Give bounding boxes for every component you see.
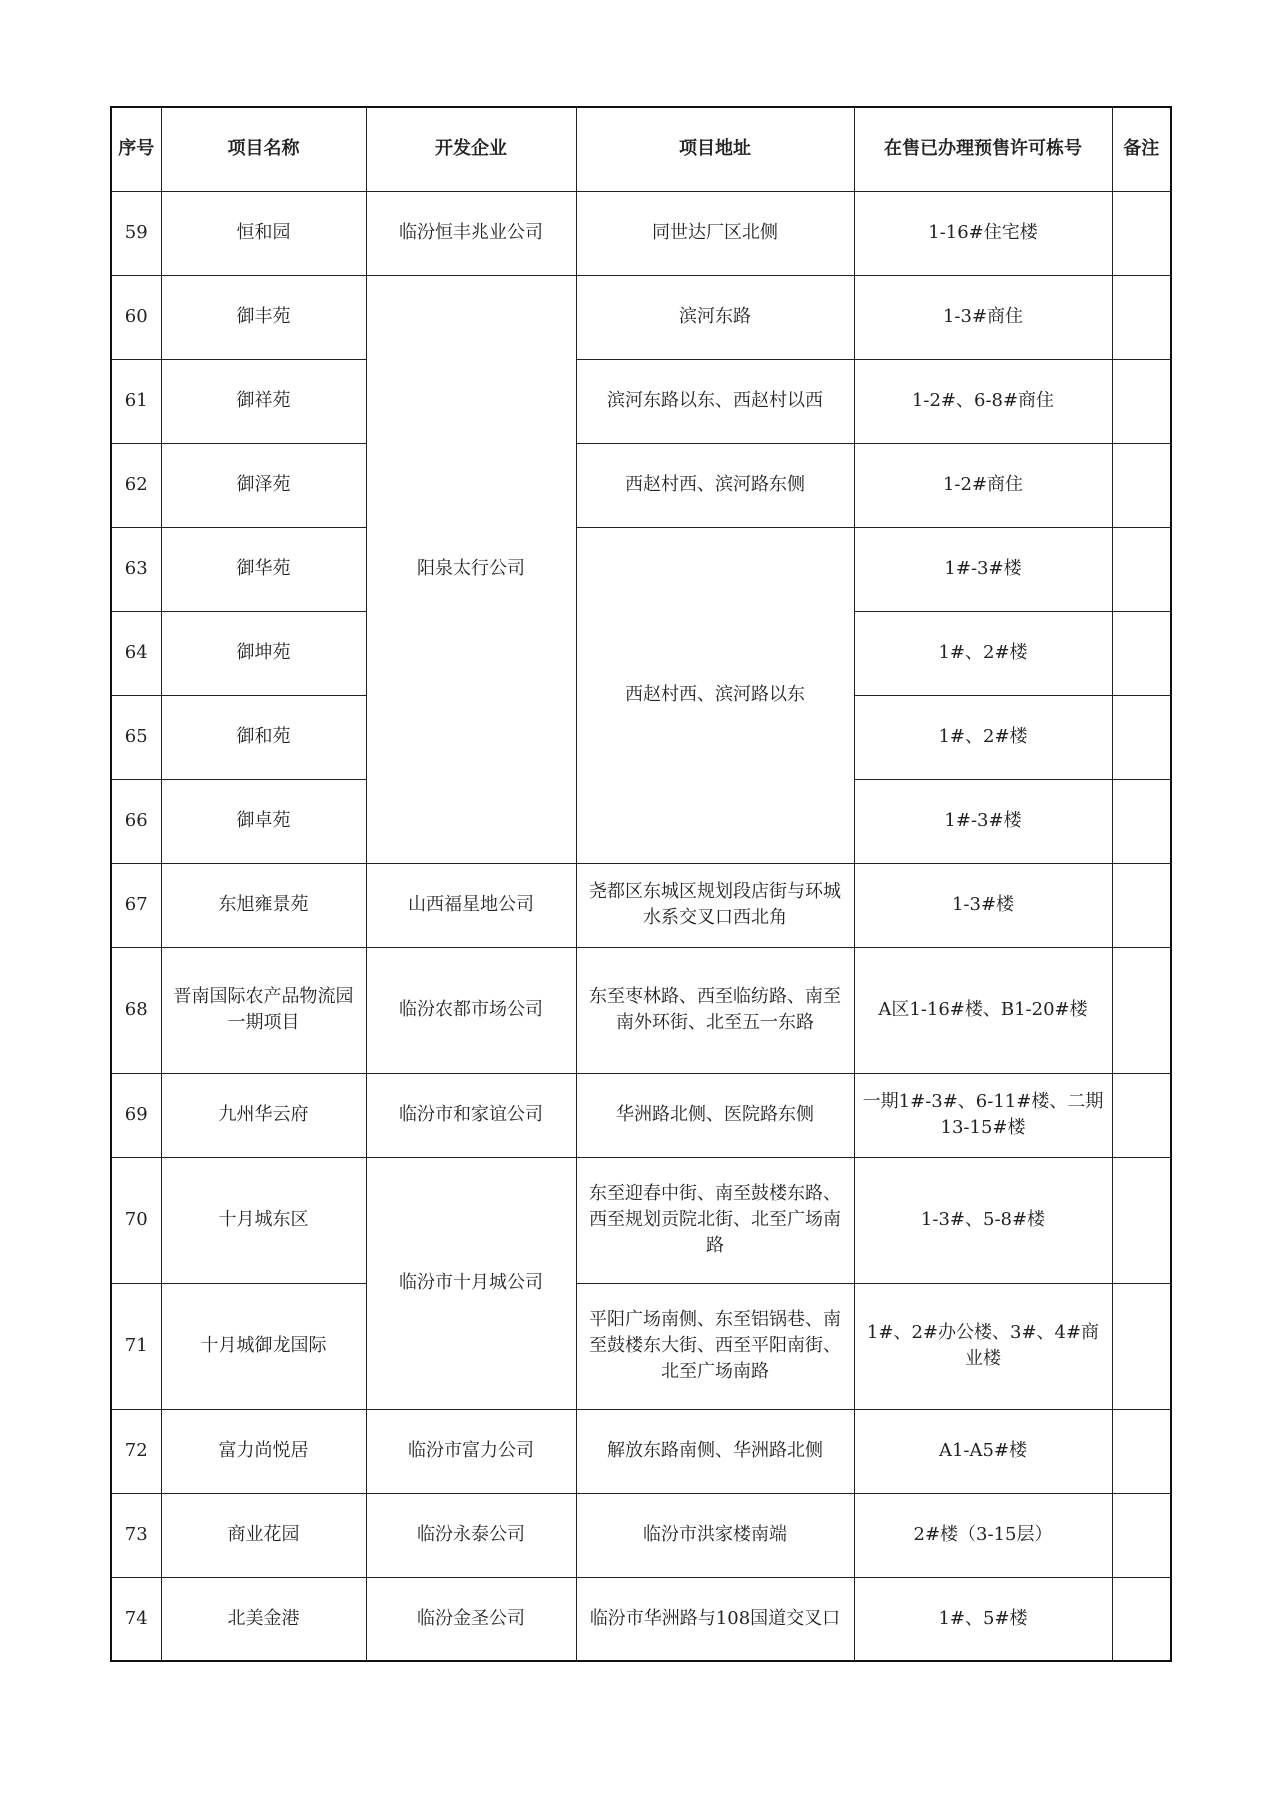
cell-name: 御祥苑	[161, 359, 366, 443]
cell-name: 御坤苑	[161, 611, 366, 695]
cell-no: 60	[111, 275, 161, 359]
cell-remark	[1112, 1409, 1171, 1493]
cell-no: 59	[111, 191, 161, 275]
table-row	[111, 1073, 1171, 1157]
cell-developer: 临汾恒丰兆业公司	[366, 191, 576, 275]
cell-remark	[1112, 1283, 1171, 1409]
table-row	[111, 1577, 1171, 1661]
cell-no: 68	[111, 947, 161, 1073]
header-project-name: 项目名称	[161, 107, 366, 191]
cell-remark	[1112, 863, 1171, 947]
cell-name: 东旭雍景苑	[161, 863, 366, 947]
cell-remark	[1112, 275, 1171, 359]
cell-name: 十月城御龙国际	[161, 1283, 366, 1409]
cell-name: 十月城东区	[161, 1157, 366, 1283]
table-row	[111, 1283, 1171, 1409]
header-buildings: 在售已办理预售许可栋号	[854, 107, 1112, 191]
cell-remark	[1112, 947, 1171, 1073]
header-remark: 备注	[1112, 107, 1171, 191]
cell-no: 73	[111, 1493, 161, 1577]
cell-developer: 临汾永泰公司	[366, 1493, 576, 1577]
cell-buildings: 1#、2#楼	[854, 695, 1112, 779]
cell-buildings: 一期1#-3#、6-11#楼、二期13-15#楼	[854, 1073, 1112, 1157]
cell-remark	[1112, 191, 1171, 275]
cell-no: 65	[111, 695, 161, 779]
cell-buildings: 1-3#、5-8#楼	[854, 1157, 1112, 1283]
cell-buildings: 2#楼（3-15层）	[854, 1493, 1112, 1577]
cell-buildings: 1-2#、6-8#商住	[854, 359, 1112, 443]
cell-developer: 阳泉太行公司	[366, 275, 576, 863]
header-address: 项目地址	[576, 107, 854, 191]
cell-remark	[1112, 1157, 1171, 1283]
cell-address: 西赵村西、滨河路东侧	[576, 443, 854, 527]
cell-buildings: 1#-3#楼	[854, 779, 1112, 863]
cell-remark	[1112, 1493, 1171, 1577]
cell-buildings: 1-2#商住	[854, 443, 1112, 527]
cell-remark	[1112, 527, 1171, 611]
table-row	[111, 863, 1171, 947]
cell-name: 晋南国际农产品物流园一期项目	[161, 947, 366, 1073]
cell-buildings: 1#、2#办公楼、3#、4#商业楼	[854, 1283, 1112, 1409]
cell-remark	[1112, 443, 1171, 527]
table-row	[111, 527, 1171, 611]
table-row	[111, 191, 1171, 275]
cell-remark	[1112, 695, 1171, 779]
table-row	[111, 1409, 1171, 1493]
cell-name: 恒和园	[161, 191, 366, 275]
cell-remark	[1112, 1577, 1171, 1661]
cell-developer: 临汾市富力公司	[366, 1409, 576, 1493]
cell-remark	[1112, 611, 1171, 695]
cell-address: 西赵村西、滨河路以东	[576, 527, 854, 863]
cell-no: 63	[111, 527, 161, 611]
cell-no: 72	[111, 1409, 161, 1493]
cell-buildings: 1#、5#楼	[854, 1577, 1112, 1661]
cell-developer: 临汾农都市场公司	[366, 947, 576, 1073]
table-row	[111, 947, 1171, 1073]
header-no: 序号	[111, 107, 161, 191]
cell-buildings: 1-16#住宅楼	[854, 191, 1112, 275]
cell-buildings: 1-3#商住	[854, 275, 1112, 359]
cell-buildings: 1#、2#楼	[854, 611, 1112, 695]
cell-remark	[1112, 1073, 1171, 1157]
cell-name: 九州华云府	[161, 1073, 366, 1157]
cell-name: 御华苑	[161, 527, 366, 611]
cell-no: 70	[111, 1157, 161, 1283]
cell-no: 69	[111, 1073, 161, 1157]
table-row	[111, 275, 1171, 359]
table-header-row	[111, 107, 1171, 191]
cell-address: 东至迎春中街、南至鼓楼东路、西至规划贡院北街、北至广场南路	[576, 1157, 854, 1283]
cell-address: 华洲路北侧、医院路东侧	[576, 1073, 854, 1157]
cell-address: 滨河东路	[576, 275, 854, 359]
cell-remark	[1112, 359, 1171, 443]
cell-developer: 临汾金圣公司	[366, 1577, 576, 1661]
cell-address: 滨河东路以东、西赵村以西	[576, 359, 854, 443]
header-developer: 开发企业	[366, 107, 576, 191]
cell-address: 解放东路南侧、华洲路北侧	[576, 1409, 854, 1493]
cell-buildings: A区1-16#楼、B1-20#楼	[854, 947, 1112, 1073]
cell-no: 74	[111, 1577, 161, 1661]
cell-buildings: 1-3#楼	[854, 863, 1112, 947]
cell-name: 富力尚悦居	[161, 1409, 366, 1493]
cell-name: 御泽苑	[161, 443, 366, 527]
cell-name: 商业花园	[161, 1493, 366, 1577]
cell-name: 北美金港	[161, 1577, 366, 1661]
cell-address: 尧都区东城区规划段店街与环城水系交叉口西北角	[576, 863, 854, 947]
cell-developer: 临汾市和家谊公司	[366, 1073, 576, 1157]
presale-table	[110, 106, 1172, 1662]
cell-developer: 临汾市十月城公司	[366, 1157, 576, 1409]
cell-no: 62	[111, 443, 161, 527]
cell-address: 东至枣林路、西至临纺路、南至南外环街、北至五一东路	[576, 947, 854, 1073]
table-row	[111, 359, 1171, 443]
cell-address: 临汾市洪家楼南端	[576, 1493, 854, 1577]
cell-remark	[1112, 779, 1171, 863]
table-row	[111, 1493, 1171, 1577]
cell-no: 61	[111, 359, 161, 443]
cell-name: 御丰苑	[161, 275, 366, 359]
cell-address: 同世达厂区北侧	[576, 191, 854, 275]
table-row	[111, 443, 1171, 527]
cell-name: 御和苑	[161, 695, 366, 779]
cell-buildings: 1#-3#楼	[854, 527, 1112, 611]
cell-no: 71	[111, 1283, 161, 1409]
cell-name: 御卓苑	[161, 779, 366, 863]
cell-no: 64	[111, 611, 161, 695]
cell-no: 67	[111, 863, 161, 947]
cell-buildings: A1-A5#楼	[854, 1409, 1112, 1493]
cell-address: 临汾市华洲路与108国道交叉口	[576, 1577, 854, 1661]
table-row	[111, 1157, 1171, 1283]
cell-address: 平阳广场南侧、东至铝锅巷、南至鼓楼东大街、西至平阳南街、北至广场南路	[576, 1283, 854, 1409]
cell-no: 66	[111, 779, 161, 863]
cell-developer: 山西福星地公司	[366, 863, 576, 947]
